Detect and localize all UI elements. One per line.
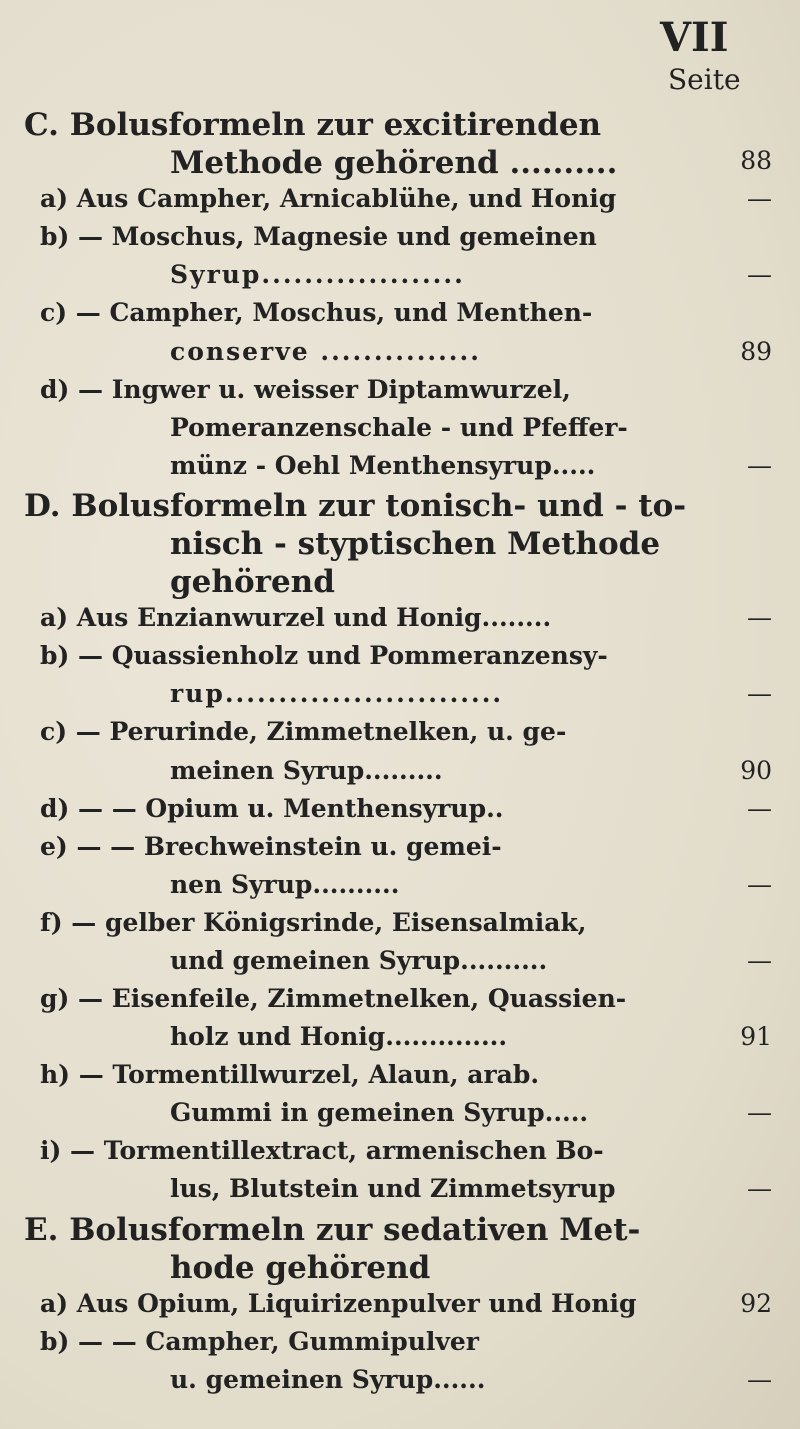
page-number: 91	[740, 1022, 772, 1052]
entry-text: Syrup...................	[170, 260, 465, 290]
entry-text: a) Aus Enzianwurzel und Honig........	[40, 603, 552, 633]
page-number: —	[747, 1364, 772, 1394]
page-number: 92	[740, 1288, 772, 1318]
page-number: 88	[740, 146, 772, 176]
entry-text: rup..........................	[170, 679, 504, 709]
entry-text: d) — — Opium u. Menthensyrup..	[40, 793, 504, 823]
entry-text: u. gemeinen Syrup......	[170, 1364, 486, 1394]
page-number: —	[747, 260, 772, 290]
section-c-heading: C. Bolusformeln zur excitirenden	[24, 107, 602, 143]
page-number: —	[747, 869, 772, 899]
section-e-heading: E. Bolusformeln zur sedativen Met-	[24, 1211, 641, 1248]
entry-text: g) — Eisenfeile, Zimmetnelken, Quassien-	[40, 984, 627, 1014]
entry-text: a) Aus Campher, Arnicablühe, und Honig	[40, 184, 617, 214]
entry-text: d) — Ingwer u. weisser Diptamwurzel,	[40, 374, 571, 404]
entry-text: meinen Syrup.........	[170, 755, 443, 785]
seite-label: Seite	[668, 63, 741, 96]
entry-text: c) — Campher, Moschus, und Menthen-	[40, 298, 593, 328]
entry-text: h) — Tormentillwurzel, Alaun, arab.	[40, 1060, 540, 1090]
entry-text: und gemeinen Syrup..........	[170, 945, 548, 975]
entry-text: i) — Tormentillextract, armenischen Bo-	[40, 1136, 604, 1166]
roman-page-number: VII	[660, 14, 729, 61]
entry-text: conserve ...............	[170, 336, 481, 366]
section-e-heading-cont: hode gehörend	[170, 1249, 431, 1286]
entry-text: nen Syrup..........	[170, 869, 400, 899]
page-number: —	[747, 450, 772, 480]
page-number: —	[747, 1174, 772, 1204]
entry-text: münz - Oehl Menthensyrup.....	[170, 450, 596, 480]
page-number: 90	[740, 755, 772, 785]
entry-text: b) — Quassienholz und Pommeranzensy-	[40, 641, 608, 671]
entry-text: e) — — Brechweinstein u. gemei-	[40, 831, 502, 861]
entry-text: b) — — Campher, Gummipulver	[40, 1326, 479, 1356]
page-number: —	[747, 945, 772, 975]
page-number: —	[747, 793, 772, 823]
page-number: 89	[740, 336, 772, 366]
entry-text: lus, Blutstein und Zimmetsyrup	[170, 1174, 616, 1204]
page-number: —	[747, 679, 772, 709]
page-number: —	[747, 1098, 772, 1128]
entry-text: Pomeranzenschale - und Pfeffer-	[170, 412, 628, 442]
page-number: —	[747, 603, 772, 633]
section-d-heading: D. Bolusformeln zur tonisch- und - to-	[24, 487, 687, 524]
page-number: —	[747, 184, 772, 214]
entry-text: a) Aus Opium, Liquirizenpulver und Honig	[40, 1288, 637, 1318]
section-d-heading-cont: nisch - styptischen Methode	[170, 525, 661, 562]
entry-text: f) — gelber Königsrinde, Eisensalmiak,	[40, 907, 587, 937]
entry-text: holz und Honig..............	[170, 1022, 508, 1052]
section-d-heading-end: gehörend	[170, 564, 335, 601]
entry-text: Gummi in gemeinen Syrup.....	[170, 1098, 589, 1128]
entry-text: b) — Moschus, Magnesie und gemeinen	[40, 222, 597, 252]
entry-text: Methode gehörend ..........	[170, 145, 618, 182]
entry-text: c) — Perurinde, Zimmetnelken, u. ge-	[40, 717, 567, 747]
